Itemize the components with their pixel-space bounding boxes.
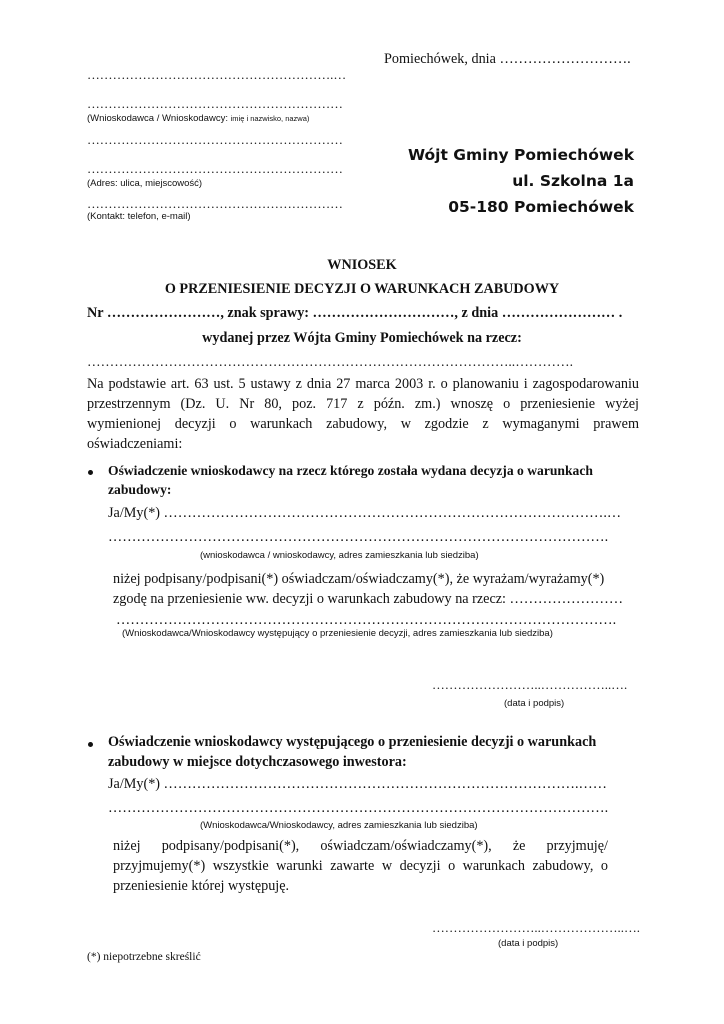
decision-number-line: Nr ……………………, znak sprawy: …………………………, z dnia …………………… . (87, 305, 623, 321)
document-title: WNIOSEK (327, 257, 397, 273)
section1-heading-2: zabudowy: (108, 482, 172, 497)
section1-ja-my: Ja/My(*) ………………………………………………………………………………….… (108, 505, 622, 521)
address-label: (Adres: ulica, miejscowość) (87, 178, 203, 189)
section1-signature-label: (data i podpis) (504, 698, 565, 709)
contact-line: …………………………………………………… (87, 197, 343, 211)
contact-label: (Kontakt: telefon, e-mail) (87, 211, 191, 222)
section2-dots-1: ……………………………………………………………………………………………. (108, 800, 609, 816)
section2-signature-label: (data i podpis) (498, 938, 559, 949)
footnote: (*) niepotrzebne skreślić (87, 951, 201, 963)
applicant-label-small: imię i nazwisko, nazwa) (230, 114, 310, 123)
intro-line-1-text: Na podstawie art. 63 ust. 5 ustawy z dnia 27 marca 2003 r. o planowaniu i zagospodarowaniu (87, 376, 639, 392)
section2-heading-1: Oświadczenie wnioskodawcy występującego o przeniesienie decyzji o warunkach (108, 734, 597, 750)
section2-text-2 (113, 858, 608, 875)
section1-label-2: (Wnioskodawca/Wnioskodawcy występujący o przeniesienie decyzji, adres zamieszkania lub siedziba) (122, 628, 553, 639)
issued-by-line: wydanej przez Wójta Gminy Pomiechówek na rzecz: (202, 330, 522, 346)
recipient-line-2: ul. Szkolna 1a (512, 172, 634, 190)
intro-line-3-text: wymienionej decyzji o warunkach zabudowy, w zgodzie z wymaganymi prawem (87, 416, 639, 432)
section2-text-1 (113, 838, 608, 855)
bullet-icon (88, 470, 93, 475)
section1-text-1: niżej podpisany/podpisani(*) oświadczam/oświadczamy(*), że wyrażam/wyrażamy(*) (113, 571, 605, 587)
beneficiary-line: …………………………………………………………………………………..…………. (87, 354, 573, 369)
bullet-icon (88, 742, 93, 747)
section1-dots-2: ……………………………………………………………………………………………. (116, 612, 617, 628)
section2-signature-dots: ……………………..………………..…. (432, 921, 640, 935)
intro-line-2 (87, 396, 639, 413)
section2-text-1-content: niżej podpisany/podpisani(*), oświadczam/oświadczamy(*), że przyjmuję/ (113, 838, 608, 854)
section1-label-1: (wnioskodawca / wnioskodawcy, adres zamieszkania lub siedziba) (200, 550, 479, 561)
section1-signature-dots: ……………………..……………..…. (432, 678, 628, 692)
applicant-label-main: (Wnioskodawca / Wnioskodawcy: (87, 113, 231, 124)
applicant-line-2: …………………………………………………… (87, 97, 343, 111)
section2-text-3: przeniesienie której występuję. (113, 878, 290, 894)
address-line-1: …………………………………………………… (87, 133, 343, 147)
applicant-label (87, 113, 309, 124)
recipient-line-1: Wójt Gminy Pomiechówek (407, 146, 634, 164)
section1-dots-1: ……………………………………………………………………………………………. (108, 529, 609, 545)
section1-heading-1: Oświadczenie wnioskodawcy na rzecz którego została wydana decyzja o warunkach (108, 463, 593, 478)
recipient-line-3: 05-180 Pomiechówek (448, 198, 634, 216)
section2-ja-my: Ja/My(*) …………………………………………………………………………….…… (108, 776, 607, 792)
intro-line-3 (87, 416, 639, 433)
section2-label-1: (Wnioskodawca/Wnioskodawcy, adres zamieszkania lub siedziba) (200, 820, 478, 831)
document-subtitle: O PRZENIESIENIE DECYZJI O WARUNKACH ZABUDOWY (164, 281, 560, 297)
intro-line-1 (87, 376, 639, 393)
intro-line-2-text: przestrzennym (Dz. U. Nr 80, poz. 717 z późn. zm.) wnoszę o przeniesienie wyżej (87, 396, 639, 412)
address-line-2: …………………………………………………… (87, 162, 343, 176)
applicant-line-1: ………………………………………………….… (87, 68, 347, 82)
section1-text-2: zgodę na przeniesienie ww. decyzji o warunkach zabudowy na rzecz: …………………… (113, 591, 624, 607)
place-date: Pomiechówek, dnia ………………………. (384, 51, 631, 67)
section2-text-2-content: przyjmujemy(*) wszystkie warunki zawarte w decyzji o warunkach zabudowy, o (113, 858, 608, 874)
intro-line-4: oświadczeniami: (87, 436, 183, 452)
section2-heading-2: zabudowy w miejsce dotychczasowego inwestora: (108, 754, 407, 770)
